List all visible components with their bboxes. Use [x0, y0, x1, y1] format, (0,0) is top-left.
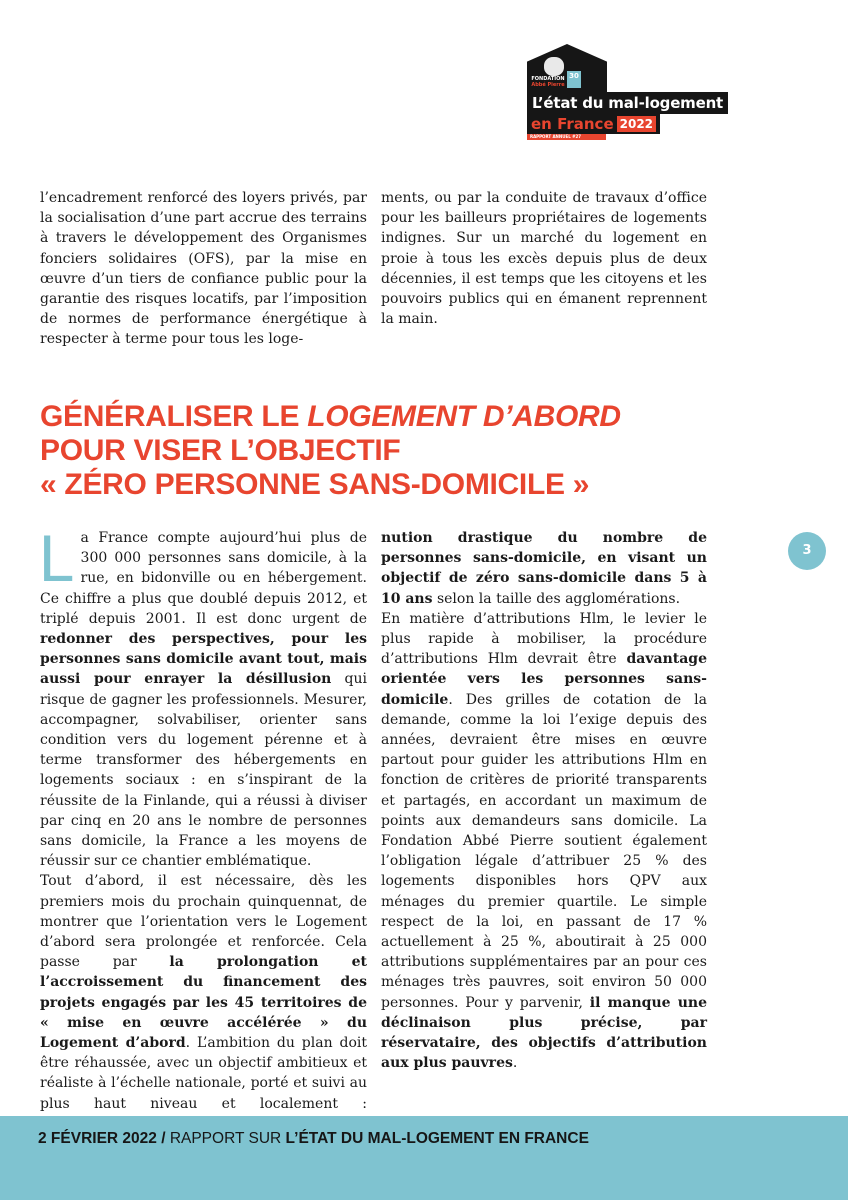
foundation-name: FONDATION Abbé Pierre [531, 76, 565, 88]
drop-cap: L [38, 523, 73, 596]
heading-line-1: GÉNÉRALISER LE LOGEMENT D’ABORD [40, 400, 621, 433]
intro-paragraph: l’encadrement renforcé des loyers privés, par la socialisation d’une part accrue des terrains à travers le développement des Organismes fonciers solidaires (OFS), par la mise en œuvre d’un tiers de confiance public pour la garantie des risques locatifs, par l’imposition de normes de performance énergétique à respecter à terme pour tous les loge- [40, 190, 367, 348]
body-paragraph-2: Tout d’abord, il est nécessaire, dès les premiers mois du prochain quinquennat, de montrer que l’orientation vers le Logement d’abord sera prolongée et renforcée. Cela passe par la prolongation et l’accroissement du financement des projets engagés par les 45 territoires de « mise en œuvre accélérée » du Logement d’abord. L’ambition du plan doit être réhaussée, avec un objectif ambitieux et réaliste à l’échelle nationale, porté et suivi au plus haut niveau et localement : [40, 873, 367, 1112]
abbe-pierre-portrait-icon [544, 57, 564, 76]
logo-year: 2022 [617, 116, 656, 132]
body-text-column-left [38, 523, 368, 1134]
page-number-badge: 3 [788, 532, 826, 570]
body-text-column-right [381, 528, 707, 1073]
body-paragraph-1: La France compte aujourd’hui plus de 300 000 personnes sans domicile, à la rue, en bidonville ou en hébergement. Ce chiffre a plus que doublé depuis 2012, et triplé depuis 2001. Il est donc urgent de redonner des perspectives, pour les personnes sans domicile avant tout, mais aussi pour enrayer la désillusion qui risque de gagner les professionnels. Mesurer, accompagner, solvabiliser, orienter sans condition vers du logement pérenne et à terme transformer des hébergements en logements sociaux : en s’inspirant de la réussite de la Finlande, qui a réussi à diviser par cinq en 20 ans le nombre de personnes sans domicile, la France a les moyens de réussir sur ce chantier emblématique. [38, 523, 368, 870]
body-paragraph-2-continued: nution drastique du nombre de personnes sans-domicile, en visant un objectif de zéro sans-domicile dans 5 à 10 ans selon la taille des agglomérations. [381, 530, 707, 607]
house-logo-icon [527, 44, 607, 96]
section-heading [40, 400, 760, 502]
logo-title-line2: en France 2022 [527, 114, 660, 134]
objective-bold-text: nution drastique du nombre de personnes sans-domicile, en visant un objectif de zéro sans-domicile dans 5 à 10 ans [381, 530, 707, 607]
footer-band [0, 1116, 848, 1200]
heading-line-2: POUR VISER L’OBJECTIF [40, 434, 401, 467]
intro-text-column-right [381, 188, 707, 329]
logo-subtitle: RAPPORT ANNUEL #27 [527, 134, 606, 140]
intro-paragraph-continued: ments, ou par la conduite de travaux d’office pour les bailleurs propriétaires de logements indignes. Sur un marché du logement en proie à tous les excès depuis plus de deux décennies, il est temps que les citoyens et les pouvoirs publics qui en émanent reprennent la main. [381, 190, 707, 328]
intro-text-column-left [40, 188, 367, 350]
heading-line-3: « ZÉRO PERSONNE SANS-DOMICILE » [40, 468, 590, 501]
logo-title-line1: L’état du mal-logement [527, 92, 728, 114]
report-logo [527, 44, 724, 140]
anniversary-badge: 30 [567, 71, 581, 88]
body-paragraph-3: En matière d’attributions Hlm, le levier le plus rapide à mobiliser, la procédure d’attributions Hlm devrait être davantage orientée vers les personnes sans-domicile. Des grilles de cotation de la demande, comme la loi l’exige depuis des années, devraient être mises en œuvre partout pour guider les attributions Hlm en fonction de critères de priorité transparents et partagés, en accordant un maximum de points aux demandeurs sans domicile. La Fondation Abbé Pierre soutient également l’obligation légale d’attribuer 25 % des logements disponibles hors QPV aux ménages du premier quartile. Le simple respect de la loi, en passant de 17 % actuellement à 25 %, aboutirait à 25 000 attributions supplémentaires par an pour ces ménages très pauvres, soit environ 50 000 personnes. Pour y parvenir, il manque une déclinaison plus précise, par réservataire, des objectifs d’attribution aux plus pauvres. [381, 610, 708, 1072]
footer-text: 2 FÉVRIER 2022 / RAPPORT SUR L’ÉTAT DU MAL-LOGEMENT EN FRANCE [38, 1130, 589, 1147]
